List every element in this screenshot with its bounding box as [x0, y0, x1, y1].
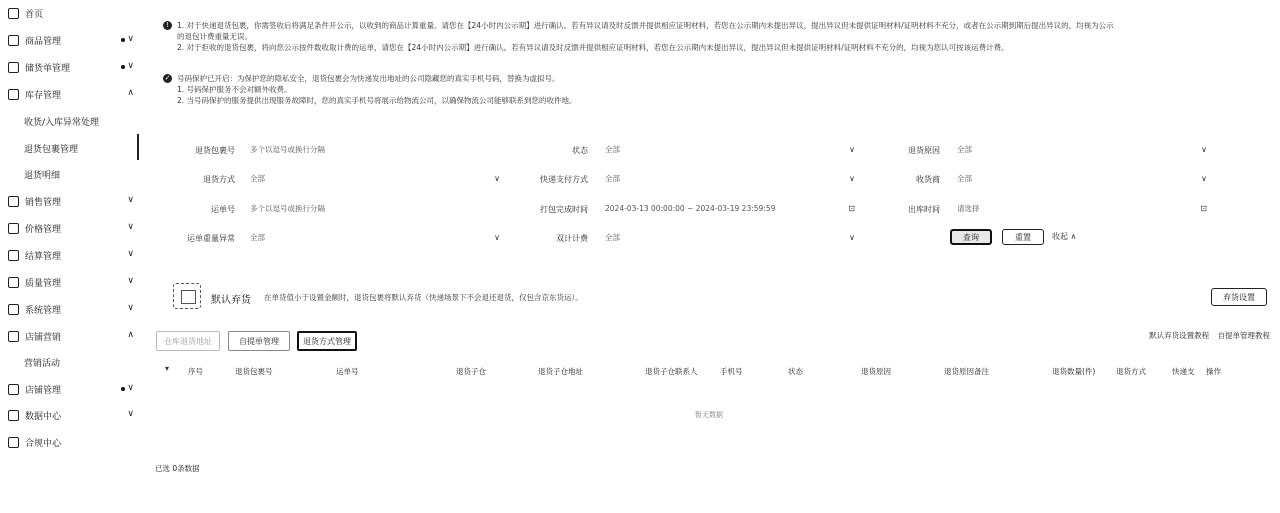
sidebar-item-storage-orders[interactable]	[0, 56, 140, 78]
col-return-package-no: 退货包裹号	[235, 367, 273, 376]
col-return-reason-note: 退货原因备注	[944, 367, 989, 376]
out-time-label: 出库时间	[908, 205, 940, 214]
price-tag-icon	[8, 223, 19, 234]
sidebar-item-label: 店铺营销	[25, 332, 62, 343]
col-waybill: 运单号	[336, 367, 359, 376]
sidebar-item-system[interactable]	[0, 298, 140, 320]
express-pay-label: 快递支付方式	[540, 175, 588, 184]
notification-dot	[121, 65, 125, 69]
sidebar-item-label: 店铺管理	[25, 385, 62, 396]
express-pay-select[interactable]	[605, 172, 855, 186]
megaphone-icon	[8, 331, 19, 342]
notification-dot	[121, 387, 125, 391]
status-value: 全部	[605, 145, 620, 154]
sidebar-item-label: 价格管理	[25, 224, 62, 235]
sidebar-item-marketing[interactable]	[0, 325, 140, 347]
document-icon	[8, 62, 19, 73]
notice-line: 2. 对于拒收的退货包裹，将向您公示按件数收取计费的运单，请您在【24小时内公示期】进行确认。若有异议请及时反馈并提供相应证明材料，若您在公示期内未提出异议，提出异议但未提供证明材料/证明材料不充分的，均视为您认可按该运费计费。	[177, 43, 1009, 52]
chevron-down-icon: ∨	[127, 276, 134, 286]
collapse-toggle[interactable]: 收起 ∧	[1052, 232, 1077, 241]
waybill-input[interactable]: 多个以逗号或换行分隔	[250, 204, 325, 213]
col-return-quantity: 退货数量(件)	[1052, 367, 1096, 376]
sidebar	[0, 0, 140, 513]
chevron-down-icon: ∨	[127, 34, 134, 44]
home-icon	[8, 8, 19, 19]
return-method-select[interactable]	[250, 172, 500, 186]
return-reason-value: 全部	[957, 145, 972, 154]
chevron-down-icon: ∨	[494, 174, 500, 183]
chevron-down-icon: ∨	[1201, 145, 1207, 154]
col-return-method: 退货方式	[1116, 367, 1146, 376]
chevron-up-icon: ∧	[127, 330, 134, 340]
sidebar-item-sales[interactable]	[0, 190, 140, 212]
waybill-label: 运单号	[211, 205, 235, 214]
chevron-down-icon: ∨	[1201, 174, 1207, 183]
privacy-notice	[163, 73, 1273, 106]
chevron-down-icon: ∨	[494, 233, 500, 242]
chevron-down-icon: ∨	[127, 222, 134, 232]
calendar-icon: ⊡	[848, 204, 855, 213]
package-icon	[173, 283, 201, 309]
pack-time-label: 打包完成时间	[540, 205, 588, 214]
col-subwarehouse-address: 退货子仓地址	[538, 367, 583, 376]
return-package-no-input[interactable]: 多个以逗号或换行分隔	[250, 145, 325, 154]
col-status: 状态	[788, 367, 803, 376]
sidebar-item-label: 销售管理	[25, 197, 62, 208]
sidebar-item-label: 储货单管理	[25, 63, 71, 74]
info-icon: !	[163, 21, 172, 30]
sidebar-subitem-receiving-exceptions[interactable]: 收货/入库异常处理	[24, 117, 100, 128]
express-pay-value: 全部	[605, 174, 620, 183]
help-links	[1143, 330, 1270, 341]
banner-title: 默认弃货	[211, 295, 251, 306]
return-package-no-label: 退货包裹号	[195, 146, 235, 155]
pack-time-range[interactable]	[605, 202, 855, 216]
return-reason-label: 退货原因	[908, 146, 940, 155]
sidebar-item-label: 合规中心	[25, 438, 62, 449]
sidebar-item-store[interactable]	[0, 378, 140, 400]
sidebar-item-home[interactable]	[0, 2, 140, 24]
chevron-down-icon: ∨	[127, 303, 134, 313]
shield-check-icon	[8, 277, 19, 288]
select-all-checkbox[interactable]: ▾	[165, 364, 170, 373]
col-return-subwarehouse: 退货子仓	[456, 367, 486, 376]
tab-self-pickup[interactable]: 自提单管理	[228, 331, 290, 351]
abandon-settings-button[interactable]: 弃货设置	[1211, 288, 1267, 306]
abandon-tutorial-link[interactable]: 默认弃货设置教程	[1149, 331, 1210, 340]
weight-anomaly-select[interactable]	[250, 231, 500, 245]
col-return-reason: 退货原因	[861, 367, 891, 376]
sidebar-item-products[interactable]	[0, 29, 140, 51]
compliance-icon	[8, 437, 19, 448]
billing-select[interactable]	[605, 231, 855, 245]
store-icon	[8, 384, 19, 395]
receiver-label: 收货商	[916, 175, 940, 184]
notice-line: 号码保护已开启：为保护您的隐私安全，退货包裹会为快递发出地址的公司隐藏您的真实手机号码，替换为虚拟号。	[177, 74, 560, 83]
empty-state: 暂无数据	[695, 411, 723, 419]
notice-line: 2. 当号码保护的服务提供出现服务故障时，您的真实手机号将展示给物流公司，以确保物流公司能够联系到您的收件地。	[177, 96, 577, 105]
default-abandon-banner	[163, 278, 1273, 316]
chevron-down-icon: ∨	[127, 61, 134, 71]
notice-line: 的退包计费重量无误。	[177, 32, 252, 41]
sidebar-subitem-campaigns[interactable]: 营销活动	[24, 358, 61, 369]
chevron-down-icon: ∨	[849, 174, 855, 183]
sidebar-subitem-return-details[interactable]: 退货明细	[24, 170, 61, 181]
shield-icon	[8, 304, 19, 315]
out-time-value: 请选择	[957, 204, 980, 213]
out-time-picker[interactable]	[957, 202, 1207, 216]
wallet-icon	[8, 250, 19, 261]
notice-line: 1. 对于快递退货包裹，你需签收后将满足条件开公示，以收到的商品计算重量。请您在【24小时内公示期】进行确认。若有异议请及时反馈并提供相应证明材料，若您在公示期内未提出异议，提出异议但未提供证明材料/证明材料不充分，或者在公示期到期后提出异议的，均视为公示	[177, 21, 1114, 30]
sidebar-item-quality[interactable]	[0, 271, 140, 293]
tab-return-method[interactable]: 退货方式管理	[297, 331, 357, 351]
pack-time-value: 2024-03-13 00:00:00 ~ 2024-03-19 23:59:59	[605, 204, 776, 213]
receiver-value: 全部	[957, 174, 972, 183]
weight-anomaly-value: 全部	[250, 233, 265, 242]
sidebar-item-settlement[interactable]	[0, 244, 140, 266]
status-select[interactable]	[605, 143, 855, 157]
return-reason-select[interactable]	[957, 143, 1207, 157]
pickup-tutorial-link[interactable]: 自提单管理教程	[1217, 331, 1270, 340]
billing-label: 双计计费	[556, 234, 588, 243]
col-phone: 手机号	[720, 367, 743, 376]
sidebar-item-label: 质量管理	[25, 278, 62, 289]
chevron-down-icon: ∨	[849, 233, 855, 242]
check-circle-icon: ✓	[164, 74, 171, 82]
chevron-up-icon: ∧	[127, 88, 134, 98]
billing-notice	[163, 20, 1273, 53]
sidebar-item-pricing[interactable]	[0, 217, 140, 239]
weight-anomaly-label: 运单重量异常	[187, 234, 235, 243]
return-method-value: 全部	[250, 174, 265, 183]
selected-count: 已选 0条数据	[155, 464, 200, 473]
warehouse-icon	[8, 89, 19, 100]
notice-line: 1. 号码保护服务不会对额外收费。	[177, 85, 292, 94]
status-label: 状态	[572, 146, 588, 155]
sidebar-subitem-return-packages[interactable]: 退货包裹管理	[24, 144, 79, 155]
col-index: 序号	[188, 367, 203, 376]
receiver-select[interactable]	[957, 172, 1207, 186]
chart-icon	[8, 196, 19, 207]
sidebar-item-label: 系统管理	[25, 305, 62, 316]
col-express-pay: 快递支	[1172, 367, 1195, 376]
notification-dot	[121, 38, 125, 42]
sidebar-item-label: 首页	[25, 9, 44, 20]
return-method-label: 退货方式	[203, 175, 235, 184]
box-icon	[8, 35, 19, 46]
sidebar-item-compliance[interactable]	[0, 431, 140, 453]
chevron-down-icon: ∨	[127, 409, 134, 419]
chevron-down-icon: ∨	[127, 383, 134, 393]
col-actions: 操作	[1206, 367, 1221, 376]
sidebar-item-inventory[interactable]	[0, 83, 140, 105]
sidebar-item-label: 数据中心	[25, 411, 62, 422]
chevron-down-icon: ∨	[127, 249, 134, 259]
query-button[interactable]: 查询	[950, 229, 992, 245]
sidebar-item-label: 商品管理	[25, 36, 62, 47]
sidebar-item-data-center[interactable]	[0, 404, 140, 426]
sidebar-item-label: 库存管理	[25, 90, 62, 101]
sidebar-item-label: 结算管理	[25, 251, 62, 262]
reset-button[interactable]: 重置	[1002, 229, 1044, 245]
billing-value: 全部	[605, 233, 620, 242]
banner-description: 在单货值小于设置金额时，退货包裹将默认弃货（快递场景下不会退还退货，仅包含京东货运）。	[264, 293, 583, 302]
table-icon	[8, 410, 19, 421]
sidebar-scrollbar[interactable]	[137, 134, 139, 160]
calendar-icon: ⊡	[1200, 204, 1207, 213]
chevron-down-icon: ∨	[127, 195, 134, 205]
chevron-down-icon: ∨	[849, 145, 855, 154]
col-subwarehouse-contact: 退货子仓联系人	[645, 367, 698, 376]
tab-warehouse-return-address[interactable]: 仓库退货地址	[156, 331, 220, 351]
